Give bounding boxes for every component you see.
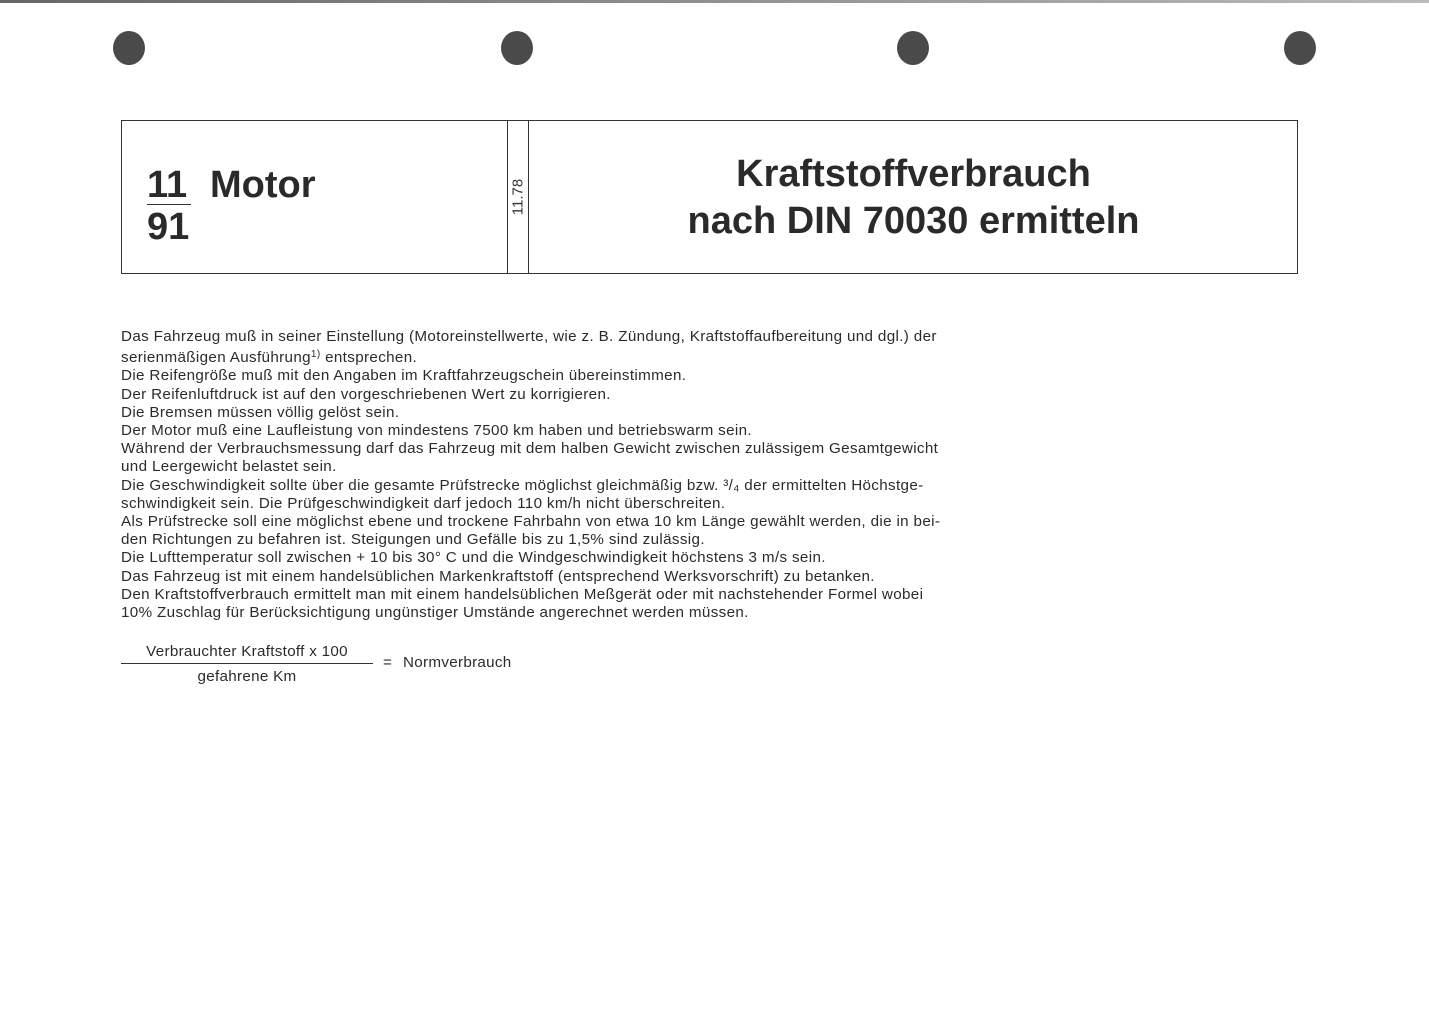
text-line <box>121 346 1061 367</box>
punch-hole <box>897 31 929 65</box>
instruction-text <box>121 328 1061 622</box>
text-line: Während der Verbrauchsmessung darf das Fahrzeug mit dem halben Gewicht zwischen zulässigem Gesamtgewicht <box>121 440 939 458</box>
section-number-rule <box>147 204 191 205</box>
consumption-formula <box>121 643 581 693</box>
text-fragment: serienmäßigen Ausführung <box>121 349 311 367</box>
text-line: schwindigkeit sein. Die Prüfgeschwindigkeit darf jedoch 110 km/h nicht überschreiten. <box>121 494 726 512</box>
text-line: Das Fahrzeug ist mit einem handelsüblichen Markenkraftstoff (entsprechend Werksvorschrift) zu betanken. <box>121 567 875 585</box>
text-line: Die Lufttemperatur soll zwischen + 10 bis 30° C und die Windgeschwindigkeit höchstens 3 m/s sein. <box>121 549 826 567</box>
equals-sign: = <box>383 654 393 671</box>
date-code: 11.78 <box>509 178 527 216</box>
section-number-lower: 91 <box>147 206 190 248</box>
text-line: Den Kraftstoffverbrauch ermittelt man mit einem handelsüblichen Meßgerät oder mit nachstehender Formel wobei <box>121 585 924 603</box>
header-box <box>121 120 1298 274</box>
date-code-cell <box>508 121 528 273</box>
text-line: Die Reifengröße muß mit den Angaben im Kraftfahrzeugschein übereinstimmen. <box>121 367 687 385</box>
punch-hole <box>113 31 145 65</box>
section-number-upper: 11 <box>147 164 188 206</box>
title-line-1: Kraftstoffverbrauch <box>736 153 1091 195</box>
footnote-mark: 1) <box>310 349 321 361</box>
section-name: Motor <box>210 164 316 206</box>
punch-hole <box>501 31 533 65</box>
text-fragment: entsprechen. <box>320 349 418 367</box>
text-line: und Leergewicht belastet sein. <box>121 458 337 476</box>
fraction-line <box>121 663 373 664</box>
formula-result: Normverbrauch <box>403 654 512 671</box>
punch-hole <box>1284 31 1316 65</box>
header-divider <box>528 121 529 273</box>
text-line: 10% Zuschlag für Berücksichtigung ungünstiger Umstände angerechnet werden müssen. <box>121 604 749 622</box>
text-line: Das Fahrzeug muß in seiner Einstellung (Motoreinstellwerte, wie z. B. Zündung, Kraftstoffaufbereitung und dgl.) der <box>121 328 937 345</box>
text-line: Als Prüfstrecke soll eine möglichst ebene und trockene Fahrbahn von etwa 10 km Länge gewählt werden, die in bei- <box>121 513 941 531</box>
page-title <box>530 151 1297 245</box>
scan-top-edge <box>0 0 1429 3</box>
text-line: den Richtungen zu befahren ist. Steigungen und Gefälle bis zu 1,5% sind zulässig. <box>121 531 705 549</box>
text-line: Der Reifenluftdruck ist auf den vorgeschriebenen Wert zu korrigieren. <box>121 385 611 403</box>
text-line: Der Motor muß eine Laufleistung von mindestens 7500 km haben und betriebswarm sein. <box>121 422 752 440</box>
title-line-2: nach DIN 70030 ermitteln <box>687 200 1140 242</box>
text-line: Die Geschwindigkeit sollte über die gesamte Prüfstrecke möglichst gleichmäßig bzw. ³/₄ der ermittelten Höchstge- <box>121 476 924 494</box>
text-line: Die Bremsen müssen völlig gelöst sein. <box>121 403 400 421</box>
formula-denominator: gefahrene Km <box>197 668 297 685</box>
formula-numerator: Verbrauchter Kraftstoff x 100 <box>146 643 348 660</box>
